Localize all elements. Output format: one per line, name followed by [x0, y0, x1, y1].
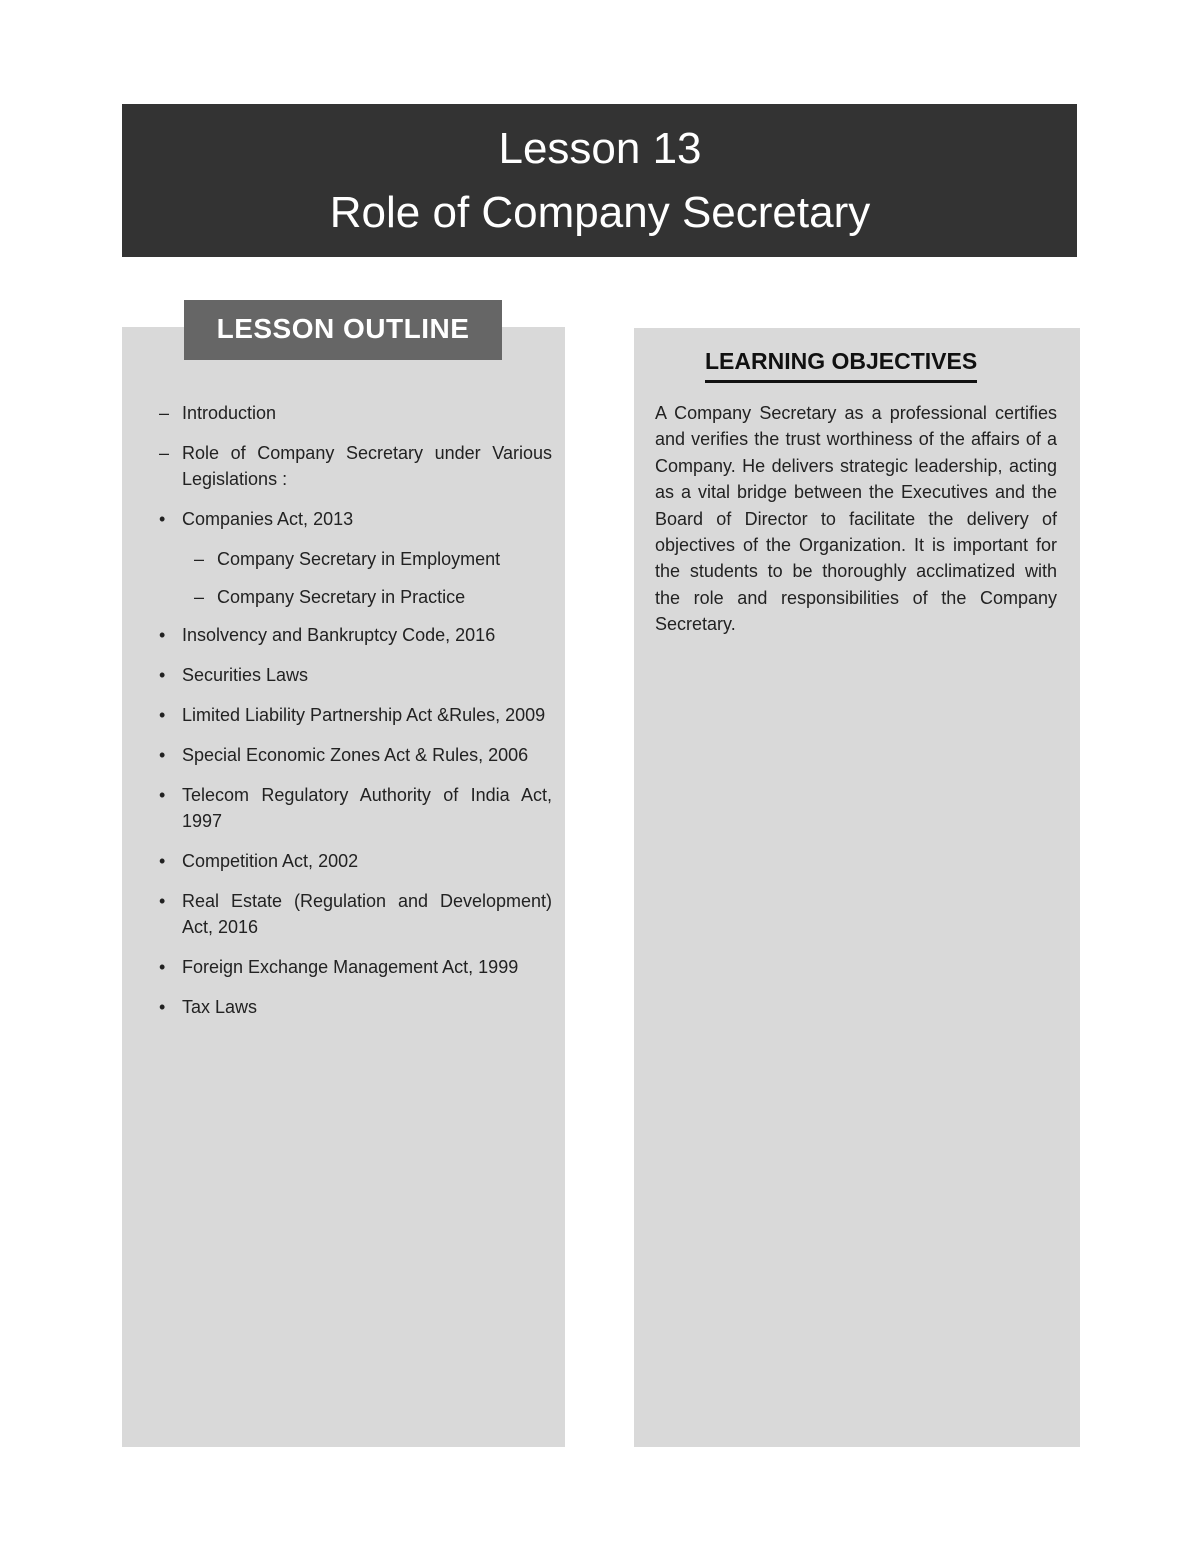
outline-item	[156, 440, 552, 492]
bullet-icon	[159, 848, 165, 874]
outline-item	[156, 702, 552, 728]
outline-item-text: Competition Act, 2002	[182, 851, 359, 871]
outline-item-text: Introduction	[182, 403, 277, 423]
bullet-icon	[159, 506, 165, 532]
outline-item-text: Real Estate (Regulation and Development) Act, 2016	[182, 891, 552, 937]
bullet-icon	[159, 782, 165, 808]
learning-objectives-text: A Company Secretary as a professional certifies and verifies the trust worthiness of the affairs of a Company. He delivers strategic leadership, acting as a vital bridge between the Executives and the Board of Director to facilitate the delivery of objectives of the Organization. It is important for the students to be thoroughly acclimatized with the role and responsibilities of the Company Secretary.	[655, 403, 1057, 635]
outline-item	[156, 546, 552, 572]
outline-item	[156, 848, 552, 874]
outline-item	[156, 506, 552, 532]
outline-item	[156, 782, 552, 834]
outline-item	[156, 742, 552, 768]
lesson-outline-heading: LESSON OUTLINE	[184, 300, 502, 360]
outline-item	[156, 954, 552, 980]
outline-item-text: Securities Laws	[182, 665, 309, 685]
bullet-icon	[159, 702, 165, 728]
bullet-icon	[159, 994, 165, 1020]
outline-item	[156, 622, 552, 648]
outline-item	[156, 994, 552, 1020]
outline-item-text: Tax Laws	[182, 997, 258, 1017]
bullet-icon	[159, 622, 165, 648]
outline-item	[156, 662, 552, 688]
dash-icon	[194, 546, 204, 572]
outline-item-text: Company Secretary in Employment	[217, 549, 501, 569]
outline-item-text: Telecom Regulatory Authority of India Act, 1997	[182, 785, 552, 831]
outline-item-text: Foreign Exchange Management Act, 1999	[182, 957, 519, 977]
outline-item-text: Insolvency and Bankruptcy Code, 2016	[182, 625, 496, 645]
outline-item-text: Companies Act, 2013	[182, 509, 354, 529]
outline-item-text: Special Economic Zones Act & Rules, 2006	[182, 745, 529, 765]
bullet-icon	[159, 662, 165, 688]
bullet-icon	[159, 742, 165, 768]
outline-item	[156, 888, 552, 940]
learning-objectives-heading: LEARNING OBJECTIVES	[705, 348, 977, 383]
dash-icon	[159, 400, 169, 426]
lesson-outline-list	[156, 400, 552, 1034]
dash-icon	[159, 440, 169, 466]
outline-item	[156, 584, 552, 610]
lesson-number: Lesson 13	[498, 124, 702, 173]
bullet-icon	[159, 954, 165, 980]
outline-item-text: Company Secretary in Practice	[217, 587, 466, 607]
dash-icon	[194, 584, 204, 610]
outline-item-text: Role of Company Secretary under Various Legislations :	[182, 443, 552, 489]
lesson-title: Role of Company Secretary	[329, 188, 871, 237]
outline-item	[156, 400, 552, 426]
outline-item-text: Limited Liability Partnership Act &Rules, 2009	[182, 705, 546, 725]
bullet-icon	[159, 888, 165, 914]
